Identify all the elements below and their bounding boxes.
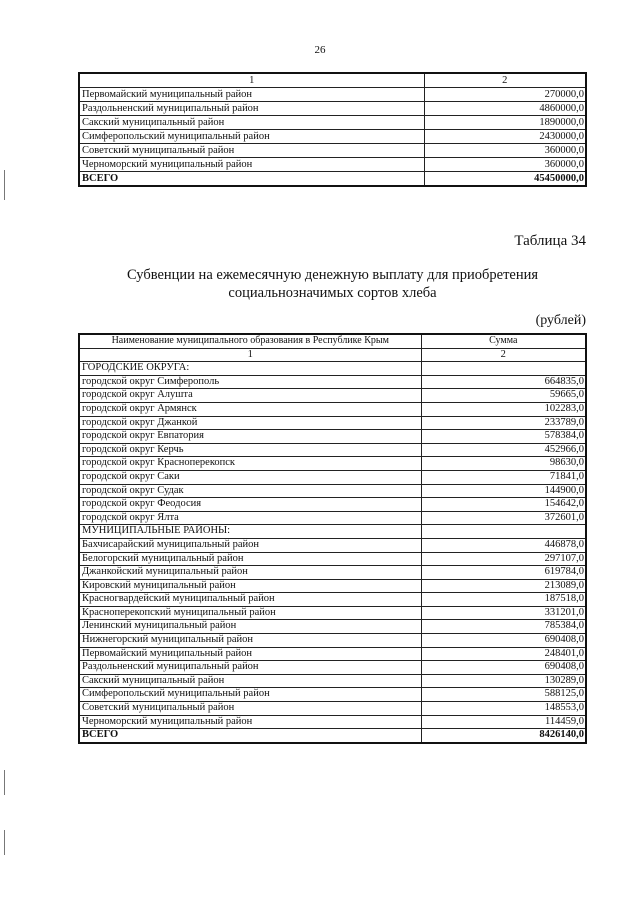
table-row [79,457,586,471]
table-row [79,158,586,172]
municipality-name: Раздольненский муниципальный район [79,661,421,675]
municipality-name: Нижнегорский муниципальный район [79,634,421,648]
table-label: Таблица 34 [514,233,586,249]
amount-value: 2430000,0 [424,130,586,144]
amount-value: 1890000,0 [424,116,586,130]
municipality-name: Кировский муниципальный район [79,579,421,593]
column-number-1: 1 [79,73,424,88]
amount-value: 446878,0 [421,538,586,552]
amount-value: 690408,0 [421,661,586,675]
municipality-name: Черноморский муниципальный район [79,158,424,172]
amount-value: 114459,0 [421,715,586,729]
municipality-name: городской округ Судак [79,484,421,498]
table-row [79,498,586,512]
table-row [79,579,586,593]
table-row [79,593,586,607]
table-row [79,470,586,484]
municipality-name: Джанкойский муниципальный район [79,566,421,580]
amount-value: 619784,0 [421,566,586,580]
amount-value: 148553,0 [421,702,586,716]
section-row [79,362,586,376]
amount-value: 98630,0 [421,457,586,471]
municipality-name: Советский муниципальный район [79,702,421,716]
municipality-name: городской округ Джанкой [79,416,421,430]
amount-value: 71841,0 [421,470,586,484]
table-row [79,647,586,661]
table-header-row [79,73,586,88]
table-title-line-2: социальнозначимых сортов хлеба [228,285,437,301]
amount-value: 588125,0 [421,688,586,702]
municipality-name: Черноморский муниципальный район [79,715,421,729]
municipality-name: городской округ Симферополь [79,375,421,389]
section-row [79,525,586,539]
total-value: 45450000,0 [424,172,586,187]
municipality-name: городской округ Армянск [79,402,421,416]
table-row [79,674,586,688]
amount-value: 130289,0 [421,674,586,688]
amount-value: 4860000,0 [424,102,586,116]
municipality-name: Красногвардейский муниципальный район [79,593,421,607]
table-row [79,552,586,566]
municipality-name: Раздольненский муниципальный район [79,102,424,116]
amount-value: 144900,0 [421,484,586,498]
amount-value: 578384,0 [421,430,586,444]
total-value: 8426140,0 [421,729,586,743]
total-row [79,172,586,187]
table-row [79,443,586,457]
section-heading: МУНИЦИПАЛЬНЫЕ РАЙОНЫ: [79,525,421,539]
margin-mark [4,170,5,200]
column-number-2: 2 [421,348,586,362]
table-row [79,430,586,444]
margin-mark [4,830,5,855]
amount-value: 331201,0 [421,606,586,620]
municipality-name: Сакский муниципальный район [79,674,421,688]
table-row [79,144,586,158]
table-row [79,566,586,580]
amount-value: 248401,0 [421,647,586,661]
table-row [79,661,586,675]
municipality-name: городской округ Ялта [79,511,421,525]
empty-cell [421,525,586,539]
municipality-name: Симферопольский муниципальный район [79,688,421,702]
municipality-name: Ленинский муниципальный район [79,620,421,634]
total-label: ВСЕГО [79,172,424,187]
amount-value: 213089,0 [421,579,586,593]
column-number-1: 1 [79,348,421,362]
table-row [79,715,586,729]
total-row [79,729,586,743]
municipality-name: Белогорский муниципальный район [79,552,421,566]
table-title-line-1: Субвенции на ежемесячную денежную выплату для приобретения [126,267,539,283]
table-row [79,375,586,389]
amount-value: 664835,0 [421,375,586,389]
municipality-name: Советский муниципальный район [79,144,424,158]
table-row [79,538,586,552]
table-row [79,606,586,620]
table-header-row [79,334,586,348]
municipality-name: Первомайский муниципальный район [79,88,424,102]
column-number-2: 2 [424,73,586,88]
table-row [79,389,586,403]
municipality-name: Красноперекопский муниципальный район [79,606,421,620]
amount-value: 297107,0 [421,552,586,566]
total-label: ВСЕГО [79,729,421,743]
column-header-name: Наименование муниципального образования в Республике Крым [79,334,421,348]
municipality-name: Сакский муниципальный район [79,116,424,130]
column-number-row [79,348,586,362]
table-row [79,511,586,525]
municipality-name: городской округ Алушта [79,389,421,403]
margin-mark [4,770,5,795]
municipality-name: городской округ Феодосия [79,498,421,512]
table-row [79,130,586,144]
units-label: (рублей) [535,313,586,328]
municipality-name: городской округ Красноперекопск [79,457,421,471]
subsidy-table [78,333,587,744]
municipality-name: Первомайский муниципальный район [79,647,421,661]
section-heading: ГОРОДСКИЕ ОКРУГА: [79,362,421,376]
amount-value: 785384,0 [421,620,586,634]
table-row [79,634,586,648]
page-number: 26 [314,44,326,56]
amount-value: 270000,0 [424,88,586,102]
municipality-name: городской округ Евпатория [79,430,421,444]
table-title [80,266,585,302]
table-row [79,688,586,702]
municipality-name: городской округ Керчь [79,443,421,457]
municipality-name: Бахчисарайский муниципальный район [79,538,421,552]
table-row [79,484,586,498]
table-row [79,402,586,416]
municipality-name: городской округ Саки [79,470,421,484]
amount-value: 59665,0 [421,389,586,403]
column-header-sum: Сумма [421,334,586,348]
table-row [79,88,586,102]
amount-value: 372601,0 [421,511,586,525]
amount-value: 154642,0 [421,498,586,512]
table-continuation [78,72,587,187]
amount-value: 360000,0 [424,144,586,158]
amount-value: 452966,0 [421,443,586,457]
empty-cell [421,362,586,376]
amount-value: 187518,0 [421,593,586,607]
table-row [79,620,586,634]
amount-value: 102283,0 [421,402,586,416]
amount-value: 690408,0 [421,634,586,648]
table-row [79,416,586,430]
amount-value: 360000,0 [424,158,586,172]
table-row [79,702,586,716]
table-row [79,102,586,116]
table-row [79,116,586,130]
municipality-name: Симферопольский муниципальный район [79,130,424,144]
amount-value: 233789,0 [421,416,586,430]
